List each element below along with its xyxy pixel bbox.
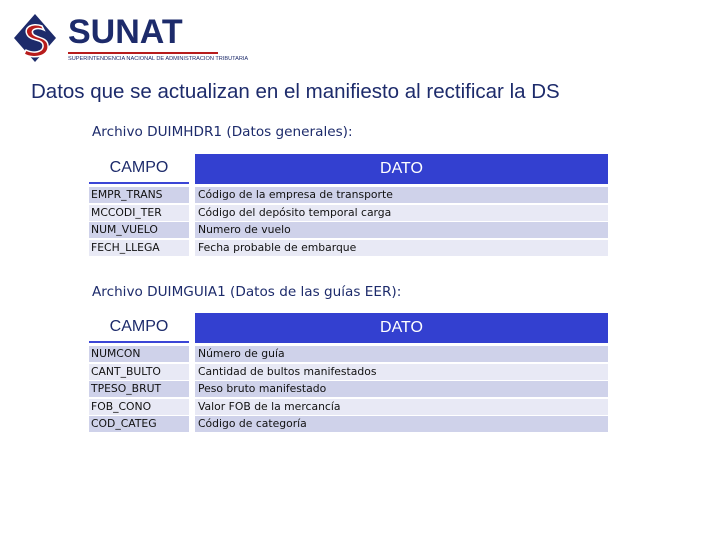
- table-row: [89, 381, 608, 399]
- table-row: [89, 399, 608, 417]
- dato-cell: Código del depósito temporal carga: [195, 205, 608, 221]
- campo-cell: COD_CATEG: [89, 416, 189, 432]
- table-row: [89, 187, 608, 205]
- dato-cell: Cantidad de bultos manifestados: [195, 364, 608, 380]
- dato-cell: Código de la empresa de transporte: [195, 187, 608, 203]
- header-dato: DATO: [195, 313, 608, 343]
- dato-cell: Peso bruto manifestado: [195, 381, 608, 397]
- logo-divider: [68, 52, 218, 54]
- table-duimhdr1: [89, 154, 608, 257]
- header-campo: CAMPO: [89, 154, 189, 184]
- section-label-duimhdr1: Archivo DUIMHDR1 (Datos generales):: [92, 124, 353, 140]
- logo-wordmark: SUNAT: [68, 13, 183, 51]
- campo-cell: FOB_CONO: [89, 399, 189, 415]
- table-header: [89, 154, 608, 183]
- campo-cell: MCCODI_TER: [89, 205, 189, 221]
- dato-cell: Fecha probable de embarque: [195, 240, 608, 256]
- section-label-duimguia1: Archivo DUIMGUIA1 (Datos de las guías EER):: [92, 284, 402, 300]
- campo-cell: NUM_VUELO: [89, 222, 189, 238]
- table-row: [89, 205, 608, 223]
- campo-cell: EMPR_TRANS: [89, 187, 189, 203]
- table-row: [89, 346, 608, 364]
- table-row: [89, 416, 608, 434]
- header-campo: CAMPO: [89, 313, 189, 343]
- table-duimguia1: [89, 313, 608, 434]
- campo-cell: FECH_LLEGA: [89, 240, 189, 256]
- campo-cell: TPESO_BRUT: [89, 381, 189, 397]
- table-row: [89, 240, 608, 258]
- dato-cell: Numero de vuelo: [195, 222, 608, 238]
- dato-cell: Valor FOB de la mercancía: [195, 399, 608, 415]
- campo-cell: NUMCON: [89, 346, 189, 362]
- logo-subtitle: SUPERINTENDENCIA NACIONAL DE ADMINISTRACION TRIBUTARIA: [68, 56, 249, 62]
- table-header: [89, 313, 608, 342]
- sunat-emblem-icon: [12, 12, 58, 64]
- page-title: Datos que se actualizan en el manifiesto al rectificar la DS: [31, 80, 560, 103]
- table-row: [89, 222, 608, 240]
- table-row: [89, 364, 608, 382]
- dato-cell: Número de guía: [195, 346, 608, 362]
- dato-cell: Código de categoría: [195, 416, 608, 432]
- sunat-logo: [12, 10, 249, 66]
- campo-cell: CANT_BULTO: [89, 364, 189, 380]
- header-dato: DATO: [195, 154, 608, 184]
